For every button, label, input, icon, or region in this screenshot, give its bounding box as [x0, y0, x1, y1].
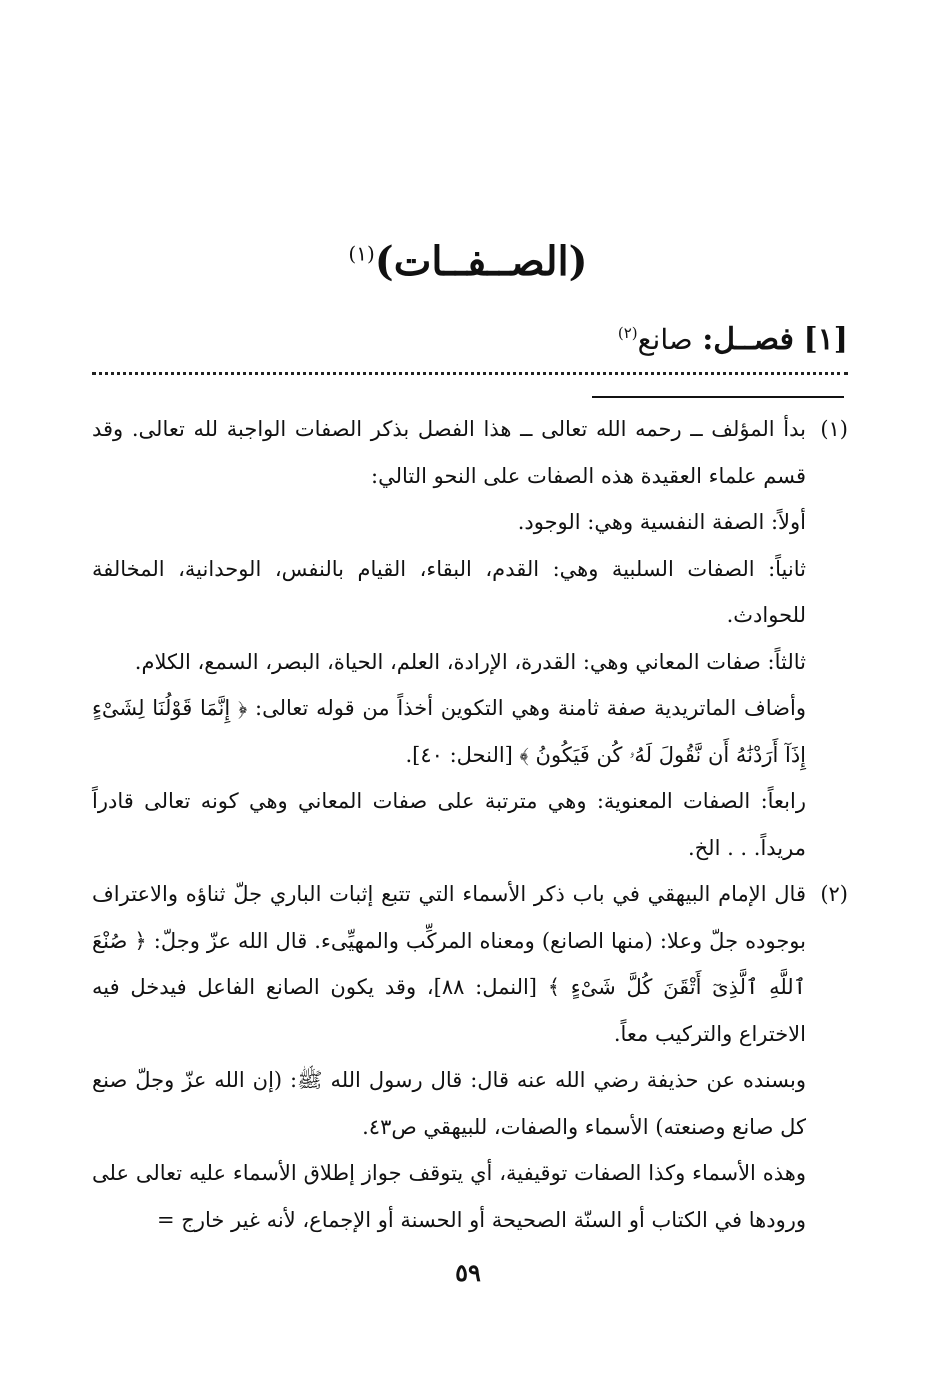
chapter-note-ref: (١) [348, 241, 375, 266]
footnotes [92, 406, 848, 1243]
footnote-label: (٢) [820, 882, 848, 906]
footnote-paragraph: قال الإمام البيهقي في باب ذكر الأسماء التي تتبع إثبات الباري جلّ ثناؤه والاعتراف بوجوده جلّ وعلا: (منها الصانع) ومعناه المركِّب والمهيِّىء. قال الله عزّ وجلّ: ﴿ صُنْعَ ٱللَّهِ ٱلَّذِىٓ أَتْقَنَ كُلَّ شَىْءٍ ﴾ [النمل: ٨٨]، وقد يكون الصانع الفاعل فيدخل فيه الاختراع والتركيب معاً. [92, 882, 806, 1046]
footnote-paragraph: رابعاً: الصفات المعنوية: وهي مترتبة على صفات المعاني وهي كونه تعالى قادراً مريداً. . . الخ. [92, 789, 806, 860]
footnote-paragraph: ثالثاً: صفات المعاني وهي: القدرة، الإرادة، العلم، الحياة، البصر، السمع، الكلام. [134, 649, 806, 674]
footnote-paragraph: أولاً: الصفة النفسية وهي: الوجود. [517, 510, 806, 534]
section-note-ref: (٢) [617, 324, 638, 342]
footnote-label: (١) [820, 417, 848, 441]
footnote-1 [92, 406, 848, 871]
footnote-paragraph: ثانياً: الصفات السلبية وهي: القدم، البقاء، القيام بالنفس، الوحدانية، المخالفة للحوادث. [92, 556, 806, 627]
footnote-paragraph: وأضاف الماتريدية صفة ثامنة وهي التكوين أخذاً من قوله تعالى: ﴿ إِنَّمَا قَوْلُنَا لِشَىْءٍ إِذَآ أَرَدْنَٰهُ أَن نَّقُولَ لَهُۥ كُن فَيَكُونُ ﴾ [النحل: ٤٠]. [92, 696, 806, 767]
footnote-2 [92, 871, 848, 1243]
footnote-paragraph: وهذه الأسماء وكذا الصفات توقيفية، أي يتوقف جواز إطلاق الأسماء عليه تعالى على ورودها في الكتاب أو السنّة الصحيحة أو الحسنة أو الإجماع، لأنه غير خارج = [92, 1161, 806, 1232]
section-number: [١] [803, 322, 848, 357]
section-heading [92, 322, 848, 375]
footnote-separator [592, 396, 844, 398]
footnote-paragraph: بدأ المؤلف ــ رحمه الله تعالى ــ هذا الفصل بذكر الصفات الواجبة لله تعالى. وقد قسم علماء العقيدة هذه الصفات على النحو التالي: [92, 417, 806, 488]
chapter-title-text: (الصــفــات) [374, 238, 588, 285]
section-name: صانع [637, 323, 693, 356]
chapter-title [0, 238, 936, 285]
section-word: فصــل: [702, 322, 794, 357]
footnote-paragraph: وبسنده عن حذيفة رضي الله عنه قال: قال رسول الله ﷺ: (إن الله عزّ وجلّ صنع كل صانع وصنعته) الأسماء والصفات، للبيهقي ص٤٣. [92, 1068, 806, 1139]
page-number: ٥٩ [455, 1258, 481, 1287]
